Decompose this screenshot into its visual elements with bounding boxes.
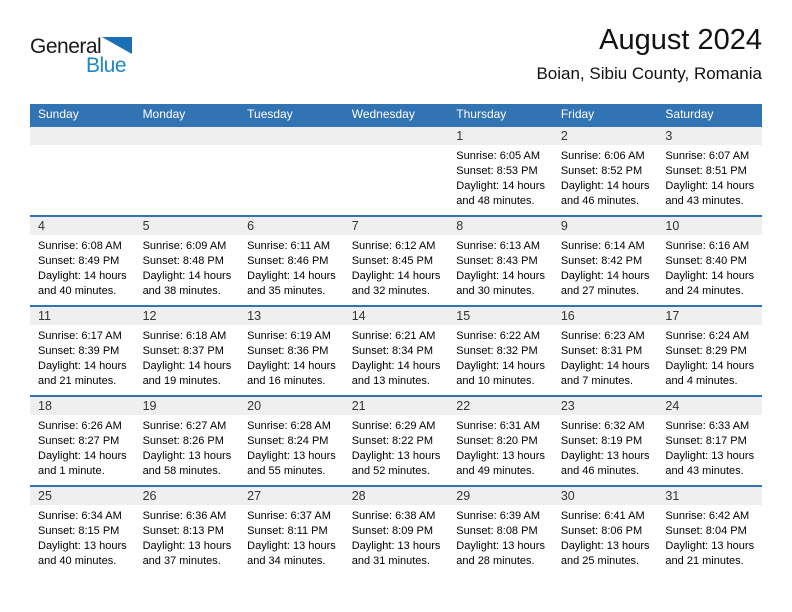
day-cell — [135, 487, 240, 575]
day-cell — [553, 397, 658, 485]
daylight-text: Daylight: 14 hours and 10 minutes. — [456, 360, 545, 387]
day-cell — [448, 397, 553, 485]
day-info — [553, 235, 658, 299]
day-number: 18 — [30, 397, 135, 415]
day-number: 20 — [239, 397, 344, 415]
day-number: 24 — [657, 397, 762, 415]
day-info — [344, 415, 449, 479]
sunrise-text: Sunrise: 6:07 AM — [665, 150, 750, 162]
day-cell — [657, 487, 762, 575]
day-number: 21 — [344, 397, 449, 415]
day-number: 9 — [553, 217, 658, 235]
daylight-text: Daylight: 13 hours and 52 minutes. — [351, 450, 441, 477]
daylight-text: Daylight: 14 hours and 19 minutes. — [142, 360, 232, 387]
sunrise-text: Sunrise: 6:31 AM — [456, 420, 541, 432]
sunrise-text: Sunrise: 6:06 AM — [560, 150, 645, 162]
day-cell — [135, 307, 240, 395]
day-number: 19 — [135, 397, 240, 415]
day-cell — [344, 127, 449, 215]
sunrise-text: Sunrise: 6:08 AM — [38, 240, 122, 252]
daylight-text: Daylight: 14 hours and 40 minutes. — [38, 270, 127, 297]
day-cell — [657, 397, 762, 485]
sunset-text: Sunset: 8:26 PM — [142, 435, 224, 447]
sunset-text: Sunset: 8:31 PM — [560, 345, 643, 357]
sunrise-text: Sunrise: 6:24 AM — [665, 330, 750, 342]
day-cell — [553, 307, 658, 395]
daylight-text: Daylight: 13 hours and 34 minutes. — [247, 540, 336, 567]
day-number: 15 — [448, 307, 553, 325]
day-cell — [239, 217, 344, 305]
sunrise-text: Sunrise: 6:32 AM — [560, 420, 645, 432]
sunset-text: Sunset: 8:15 PM — [38, 525, 120, 537]
day-cell — [657, 217, 762, 305]
day-number: 27 — [239, 487, 344, 505]
day-number: 3 — [657, 127, 762, 145]
day-info — [30, 235, 135, 299]
sunset-text: Sunset: 8:09 PM — [351, 525, 434, 537]
day-info — [448, 415, 553, 479]
day-cell — [448, 127, 553, 215]
sunrise-text: Sunrise: 6:41 AM — [560, 510, 645, 522]
day-number: 31 — [657, 487, 762, 505]
sunrise-text: Sunrise: 6:39 AM — [456, 510, 541, 522]
sunrise-text: Sunrise: 6:11 AM — [247, 240, 331, 252]
day-info — [135, 145, 240, 149]
page-header — [0, 0, 792, 104]
day-cell — [30, 217, 135, 305]
title-block — [536, 24, 762, 84]
sunrise-text: Sunrise: 6:34 AM — [38, 510, 122, 522]
sunset-text: Sunset: 8:52 PM — [560, 165, 643, 177]
sunrise-text: Sunrise: 6:36 AM — [142, 510, 227, 522]
daylight-text: Daylight: 13 hours and 55 minutes. — [247, 450, 336, 477]
day-cell — [239, 127, 344, 215]
sunset-text: Sunset: 8:19 PM — [560, 435, 643, 447]
day-number: 30 — [553, 487, 658, 505]
weekday-header-saturday: Saturday — [665, 107, 714, 121]
day-info — [344, 235, 449, 299]
day-cell — [344, 487, 449, 575]
sunset-text: Sunset: 8:04 PM — [665, 525, 747, 537]
day-info — [135, 505, 240, 569]
sunset-text: Sunset: 8:45 PM — [351, 255, 434, 267]
day-cell — [30, 307, 135, 395]
sunrise-text: Sunrise: 6:18 AM — [142, 330, 227, 342]
daylight-text: Daylight: 13 hours and 25 minutes. — [560, 540, 650, 567]
day-info — [239, 235, 344, 299]
daylight-text: Daylight: 14 hours and 30 minutes. — [456, 270, 545, 297]
day-cell — [135, 397, 240, 485]
day-number: 23 — [553, 397, 658, 415]
day-info — [30, 415, 135, 479]
page-title: August 2024 — [599, 24, 762, 56]
day-number: 12 — [135, 307, 240, 325]
day-info — [553, 505, 658, 569]
daylight-text: Daylight: 13 hours and 43 minutes. — [665, 450, 755, 477]
week-row — [30, 215, 762, 305]
day-number: 16 — [553, 307, 658, 325]
daylight-text: Daylight: 14 hours and 46 minutes. — [560, 180, 650, 207]
sunset-text: Sunset: 8:06 PM — [560, 525, 643, 537]
sunset-text: Sunset: 8:48 PM — [142, 255, 224, 267]
day-number — [344, 127, 449, 145]
sunset-text: Sunset: 8:32 PM — [456, 345, 538, 357]
day-cell — [344, 217, 449, 305]
day-number: 6 — [239, 217, 344, 235]
sunrise-text: Sunrise: 6:23 AM — [560, 330, 645, 342]
weekday-header-thursday: Thursday — [456, 107, 507, 121]
sunrise-text: Sunrise: 6:28 AM — [247, 420, 331, 432]
daylight-text: Daylight: 14 hours and 4 minutes. — [665, 360, 755, 387]
sunset-text: Sunset: 8:46 PM — [247, 255, 329, 267]
daylight-text: Daylight: 14 hours and 1 minute. — [38, 450, 127, 477]
day-number: 8 — [448, 217, 553, 235]
day-cell — [30, 397, 135, 485]
day-cell — [553, 487, 658, 575]
day-info — [239, 325, 344, 389]
day-info — [135, 325, 240, 389]
sunrise-text: Sunrise: 6:16 AM — [665, 240, 750, 252]
sunrise-text: Sunrise: 6:19 AM — [247, 330, 331, 342]
sunset-text: Sunset: 8:37 PM — [142, 345, 224, 357]
day-cell — [239, 397, 344, 485]
day-info — [30, 505, 135, 569]
day-info — [344, 325, 449, 389]
daylight-text: Daylight: 14 hours and 21 minutes. — [38, 360, 127, 387]
day-number: 17 — [657, 307, 762, 325]
daylight-text: Daylight: 13 hours and 21 minutes. — [665, 540, 755, 567]
sunrise-text: Sunrise: 6:09 AM — [142, 240, 227, 252]
day-cell — [30, 487, 135, 575]
day-info — [239, 505, 344, 569]
daylight-text: Daylight: 14 hours and 7 minutes. — [560, 360, 650, 387]
weekday-header-tuesday: Tuesday — [247, 107, 293, 121]
weekday-header-wednesday: Wednesday — [351, 107, 415, 121]
day-info — [448, 145, 553, 209]
day-cell — [553, 217, 658, 305]
daylight-text: Daylight: 13 hours and 40 minutes. — [38, 540, 127, 567]
day-cell — [448, 307, 553, 395]
sunrise-text: Sunrise: 6:22 AM — [456, 330, 541, 342]
weekday-header-monday: Monday — [142, 107, 186, 121]
sunrise-text: Sunrise: 6:13 AM — [456, 240, 541, 252]
sunset-text: Sunset: 8:51 PM — [665, 165, 747, 177]
sunset-text: Sunset: 8:29 PM — [665, 345, 747, 357]
sunset-text: Sunset: 8:43 PM — [456, 255, 538, 267]
day-cell — [448, 487, 553, 575]
day-cell — [553, 127, 658, 215]
page-subtitle: Boian, Sibiu County, Romania — [536, 64, 762, 84]
day-info — [657, 235, 762, 299]
day-number: 25 — [30, 487, 135, 505]
sunset-text: Sunset: 8:08 PM — [456, 525, 538, 537]
sunset-text: Sunset: 8:40 PM — [665, 255, 747, 267]
day-info — [553, 325, 658, 389]
daylight-text: Daylight: 14 hours and 48 minutes. — [456, 180, 545, 207]
sunrise-text: Sunrise: 6:37 AM — [247, 510, 331, 522]
daylight-text: Daylight: 14 hours and 35 minutes. — [247, 270, 336, 297]
daylight-text: Daylight: 14 hours and 24 minutes. — [665, 270, 755, 297]
daylight-text: Daylight: 13 hours and 37 minutes. — [142, 540, 232, 567]
sunrise-text: Sunrise: 6:38 AM — [351, 510, 436, 522]
day-info — [657, 325, 762, 389]
day-number: 1 — [448, 127, 553, 145]
day-number: 13 — [239, 307, 344, 325]
day-number — [239, 127, 344, 145]
sunset-text: Sunset: 8:53 PM — [456, 165, 538, 177]
calendar-weeks — [30, 125, 762, 575]
daylight-text: Daylight: 13 hours and 46 minutes. — [560, 450, 650, 477]
week-row — [30, 125, 762, 215]
sunrise-text: Sunrise: 6:12 AM — [351, 240, 436, 252]
daylight-text: Daylight: 13 hours and 28 minutes. — [456, 540, 545, 567]
day-info — [553, 145, 658, 209]
day-info — [239, 145, 344, 149]
day-number: 26 — [135, 487, 240, 505]
weekday-header-friday: Friday — [560, 107, 595, 121]
sunrise-text: Sunrise: 6:42 AM — [665, 510, 750, 522]
day-number — [135, 127, 240, 145]
sunset-text: Sunset: 8:27 PM — [38, 435, 120, 447]
day-info — [344, 145, 449, 149]
sunset-text: Sunset: 8:49 PM — [38, 255, 120, 267]
logo-text-general: General — [30, 35, 102, 58]
day-cell — [239, 487, 344, 575]
day-info — [657, 145, 762, 209]
weekday-header-row — [30, 104, 762, 125]
sunset-text: Sunset: 8:13 PM — [142, 525, 224, 537]
day-number: 7 — [344, 217, 449, 235]
day-info — [239, 415, 344, 479]
day-cell — [239, 307, 344, 395]
daylight-text: Daylight: 14 hours and 38 minutes. — [142, 270, 232, 297]
day-info — [30, 145, 135, 149]
sunrise-text: Sunrise: 6:05 AM — [456, 150, 541, 162]
sunset-text: Sunset: 8:36 PM — [247, 345, 329, 357]
daylight-text: Daylight: 14 hours and 27 minutes. — [560, 270, 650, 297]
day-number: 22 — [448, 397, 553, 415]
day-info — [448, 505, 553, 569]
day-number — [30, 127, 135, 145]
sunrise-text: Sunrise: 6:17 AM — [38, 330, 122, 342]
day-cell — [657, 307, 762, 395]
sunrise-text: Sunrise: 6:33 AM — [665, 420, 750, 432]
sunset-text: Sunset: 8:42 PM — [560, 255, 643, 267]
calendar-table — [30, 104, 762, 575]
sunset-text: Sunset: 8:39 PM — [38, 345, 120, 357]
sunrise-text: Sunrise: 6:27 AM — [142, 420, 227, 432]
day-cell — [135, 217, 240, 305]
day-number: 28 — [344, 487, 449, 505]
logo-text-blue: Blue — [86, 54, 127, 77]
sunset-text: Sunset: 8:11 PM — [247, 525, 328, 537]
sunrise-text: Sunrise: 6:29 AM — [351, 420, 436, 432]
day-number: 2 — [553, 127, 658, 145]
sunset-text: Sunset: 8:24 PM — [247, 435, 329, 447]
sunset-text: Sunset: 8:22 PM — [351, 435, 434, 447]
day-number: 14 — [344, 307, 449, 325]
day-cell — [30, 127, 135, 215]
day-cell — [448, 217, 553, 305]
day-cell — [344, 307, 449, 395]
sunset-text: Sunset: 8:17 PM — [665, 435, 747, 447]
day-cell — [135, 127, 240, 215]
sunrise-text: Sunrise: 6:14 AM — [560, 240, 645, 252]
daylight-text: Daylight: 14 hours and 16 minutes. — [247, 360, 336, 387]
day-number: 5 — [135, 217, 240, 235]
daylight-text: Daylight: 14 hours and 43 minutes. — [665, 180, 755, 207]
daylight-text: Daylight: 13 hours and 58 minutes. — [142, 450, 232, 477]
day-info — [553, 415, 658, 479]
daylight-text: Daylight: 13 hours and 49 minutes. — [456, 450, 545, 477]
day-info — [448, 325, 553, 389]
day-number: 10 — [657, 217, 762, 235]
week-row — [30, 395, 762, 485]
day-info — [657, 415, 762, 479]
day-cell — [344, 397, 449, 485]
day-info — [30, 325, 135, 389]
day-info — [448, 235, 553, 299]
week-row — [30, 305, 762, 395]
daylight-text: Daylight: 13 hours and 31 minutes. — [351, 540, 441, 567]
day-number: 4 — [30, 217, 135, 235]
sunset-text: Sunset: 8:20 PM — [456, 435, 538, 447]
weekday-header-sunday: Sunday — [38, 107, 79, 121]
day-number: 11 — [30, 307, 135, 325]
logo — [30, 36, 132, 76]
day-number: 29 — [448, 487, 553, 505]
sunrise-text: Sunrise: 6:26 AM — [38, 420, 122, 432]
day-info — [135, 415, 240, 479]
sunset-text: Sunset: 8:34 PM — [351, 345, 434, 357]
day-info — [344, 505, 449, 569]
daylight-text: Daylight: 14 hours and 32 minutes. — [351, 270, 441, 297]
day-info — [135, 235, 240, 299]
day-cell — [657, 127, 762, 215]
day-info — [657, 505, 762, 569]
daylight-text: Daylight: 14 hours and 13 minutes. — [351, 360, 441, 387]
week-row — [30, 485, 762, 575]
sunrise-text: Sunrise: 6:21 AM — [351, 330, 436, 342]
